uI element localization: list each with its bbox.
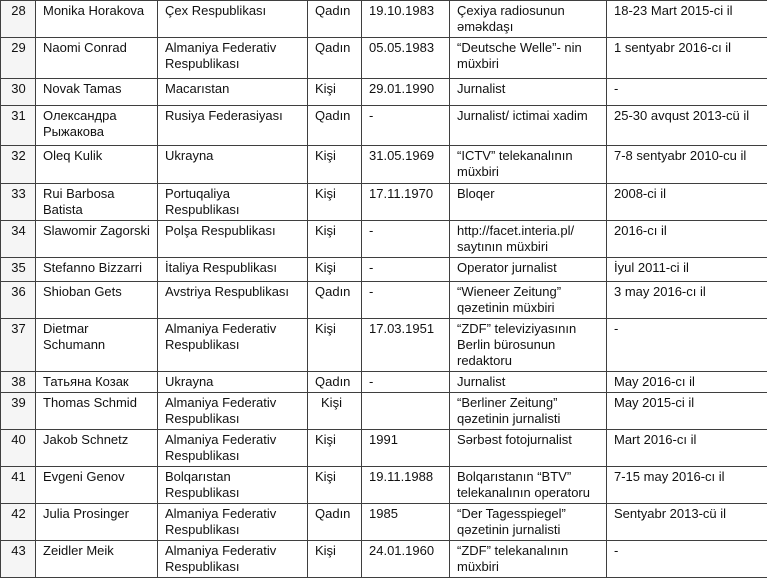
table-row: [1, 282, 767, 319]
occupation-cell: Bolqarıstanın “BTV” telekanalının operatoru: [450, 467, 607, 504]
occupation-cell: “ZDF” telekanalının müxbiri: [450, 541, 607, 578]
period-cell: 7-8 sentyabr 2010-cu il: [607, 146, 767, 184]
birthdate-cell: 17.11.1970: [362, 184, 450, 221]
name-cell: Julia Prosinger: [36, 504, 158, 541]
occupation-cell: Çexiya radiosunun əməkdaşı: [450, 1, 607, 38]
table-row: [1, 504, 767, 541]
name-cell: Novak Tamas: [36, 79, 158, 106]
country-cell: Çex Respublikası: [158, 1, 308, 38]
birthdate-cell: -: [362, 258, 450, 282]
birthdate-cell: 19.10.1983: [362, 1, 450, 38]
table-row: [1, 393, 767, 430]
row-number-cell: 32: [1, 146, 36, 184]
period-cell: -: [607, 541, 767, 578]
name-cell: Evgeni Genov: [36, 467, 158, 504]
table-row: [1, 258, 767, 282]
period-cell: 1 sentyabr 2016-cı il: [607, 38, 767, 79]
name-cell: Slawomir Zagorski: [36, 221, 158, 258]
table-row: [1, 467, 767, 504]
country-cell: Almaniya Federativ Respublikası: [158, 541, 308, 578]
occupation-cell: “Berliner Zeitung” qəzetinin jurnalisti: [450, 393, 607, 430]
country-cell: Portuqaliya Respublikası: [158, 184, 308, 221]
name-cell: Monika Horakova: [36, 1, 158, 38]
row-number-cell: 39: [1, 393, 36, 430]
country-cell: Almaniya Federativ Respublikası: [158, 393, 308, 430]
gender-cell: Kişi: [308, 541, 362, 578]
row-number-cell: 33: [1, 184, 36, 221]
row-number-cell: 31: [1, 106, 36, 146]
country-cell: İtaliya Respublikası: [158, 258, 308, 282]
birthdate-cell: 1985: [362, 504, 450, 541]
name-cell: Naomi Conrad: [36, 38, 158, 79]
birthdate-cell: -: [362, 221, 450, 258]
name-cell: Rui Barbosa Batista: [36, 184, 158, 221]
name-cell: Oleq Kulik: [36, 146, 158, 184]
gender-cell: Kişi: [308, 393, 362, 430]
table-row: [1, 79, 767, 106]
row-number-cell: 29: [1, 38, 36, 79]
gender-cell: Qadın: [308, 504, 362, 541]
row-number-cell: 42: [1, 504, 36, 541]
occupation-cell: “ZDF” televiziyasının Berlin bürosunun redaktoru: [450, 319, 607, 372]
gender-cell: Qadın: [308, 38, 362, 79]
occupation-cell: Jurnalist/ ictimai xadim: [450, 106, 607, 146]
gender-cell: Kişi: [308, 184, 362, 221]
gender-cell: Kişi: [308, 146, 362, 184]
table-row: [1, 319, 767, 372]
table-row: [1, 1, 767, 38]
table-row: [1, 430, 767, 467]
country-cell: Rusiya Federasiyası: [158, 106, 308, 146]
row-number-cell: 40: [1, 430, 36, 467]
birthdate-cell: 24.01.1960: [362, 541, 450, 578]
birthdate-cell: [362, 393, 450, 430]
period-cell: May 2015-ci il: [607, 393, 767, 430]
gender-cell: Qadın: [308, 1, 362, 38]
table-row: [1, 184, 767, 221]
country-cell: Ukrayna: [158, 372, 308, 393]
occupation-cell: Operator jurnalist: [450, 258, 607, 282]
period-cell: 25-30 avqust 2013-cü il: [607, 106, 767, 146]
row-number-cell: 43: [1, 541, 36, 578]
occupation-cell: “ICTV” telekanalının müxbiri: [450, 146, 607, 184]
row-number-cell: 38: [1, 372, 36, 393]
row-number-cell: 41: [1, 467, 36, 504]
name-cell: Dietmar Schumann: [36, 319, 158, 372]
birthdate-cell: 17.03.1951: [362, 319, 450, 372]
row-number-cell: 37: [1, 319, 36, 372]
country-cell: Polşa Respublikası: [158, 221, 308, 258]
country-cell: Almaniya Federativ Respublikası: [158, 430, 308, 467]
gender-cell: Kişi: [308, 221, 362, 258]
period-cell: İyul 2011-ci il: [607, 258, 767, 282]
period-cell: -: [607, 79, 767, 106]
table-row: [1, 38, 767, 79]
period-cell: May 2016-cı il: [607, 372, 767, 393]
gender-cell: Kişi: [308, 319, 362, 372]
country-cell: Almaniya Federativ Respublikası: [158, 38, 308, 79]
birthdate-cell: 1991: [362, 430, 450, 467]
row-number-cell: 28: [1, 1, 36, 38]
table-row: [1, 372, 767, 393]
gender-cell: Kişi: [308, 430, 362, 467]
name-cell: Stefanno Bizzarri: [36, 258, 158, 282]
country-cell: Almaniya Federativ Respublikası: [158, 319, 308, 372]
occupation-cell: “Der Tagesspiegel” qəzetinin jurnalisti: [450, 504, 607, 541]
gender-cell: Kişi: [308, 79, 362, 106]
gender-cell: Qadın: [308, 372, 362, 393]
period-cell: 2016-cı il: [607, 221, 767, 258]
name-cell: Thomas Schmid: [36, 393, 158, 430]
name-cell: Jakob Schnetz: [36, 430, 158, 467]
period-cell: 2008-ci il: [607, 184, 767, 221]
country-cell: Bolqarıstan Respublikası: [158, 467, 308, 504]
birthdate-cell: 31.05.1969: [362, 146, 450, 184]
period-cell: -: [607, 319, 767, 372]
birthdate-cell: 05.05.1983: [362, 38, 450, 79]
row-number-cell: 35: [1, 258, 36, 282]
table-row: [1, 146, 767, 184]
country-cell: Ukrayna: [158, 146, 308, 184]
country-cell: Avstriya Respublikası: [158, 282, 308, 319]
occupation-cell: “Wieneer Zeitung” qəzetinin müxbiri: [450, 282, 607, 319]
name-cell: Zeidler Meik: [36, 541, 158, 578]
occupation-cell: Sərbəst fotojurnalist: [450, 430, 607, 467]
occupation-cell: “Deutsche Welle”- nin müxbiri: [450, 38, 607, 79]
period-cell: Sentyabr 2013-cü il: [607, 504, 767, 541]
gender-cell: Qadın: [308, 282, 362, 319]
period-cell: 3 may 2016-cı il: [607, 282, 767, 319]
birthdate-cell: -: [362, 282, 450, 319]
birthdate-cell: 19.11.1988: [362, 467, 450, 504]
table-row: [1, 541, 767, 578]
gender-cell: Qadın: [308, 106, 362, 146]
country-cell: Macarıstan: [158, 79, 308, 106]
birthdate-cell: -: [362, 106, 450, 146]
gender-cell: Kişi: [308, 258, 362, 282]
occupation-cell: http://facet.interia.pl/ saytının müxbiri: [450, 221, 607, 258]
birthdate-cell: -: [362, 372, 450, 393]
name-cell: Олександра Рыжакова: [36, 106, 158, 146]
name-cell: Татьяна Козак: [36, 372, 158, 393]
row-number-cell: 34: [1, 221, 36, 258]
occupation-cell: Jurnalist: [450, 372, 607, 393]
birthdate-cell: 29.01.1990: [362, 79, 450, 106]
country-cell: Almaniya Federativ Respublikası: [158, 504, 308, 541]
period-cell: Mart 2016-cı il: [607, 430, 767, 467]
row-number-cell: 36: [1, 282, 36, 319]
row-number-cell: 30: [1, 79, 36, 106]
name-cell: Shioban Gets: [36, 282, 158, 319]
gender-cell: Kişi: [308, 467, 362, 504]
table-body: [1, 1, 767, 578]
period-cell: 18-23 Mart 2015-ci il: [607, 1, 767, 38]
occupation-cell: Jurnalist: [450, 79, 607, 106]
period-cell: 7-15 may 2016-cı il: [607, 467, 767, 504]
occupation-cell: Bloqer: [450, 184, 607, 221]
table-row: [1, 106, 767, 146]
table-row: [1, 221, 767, 258]
